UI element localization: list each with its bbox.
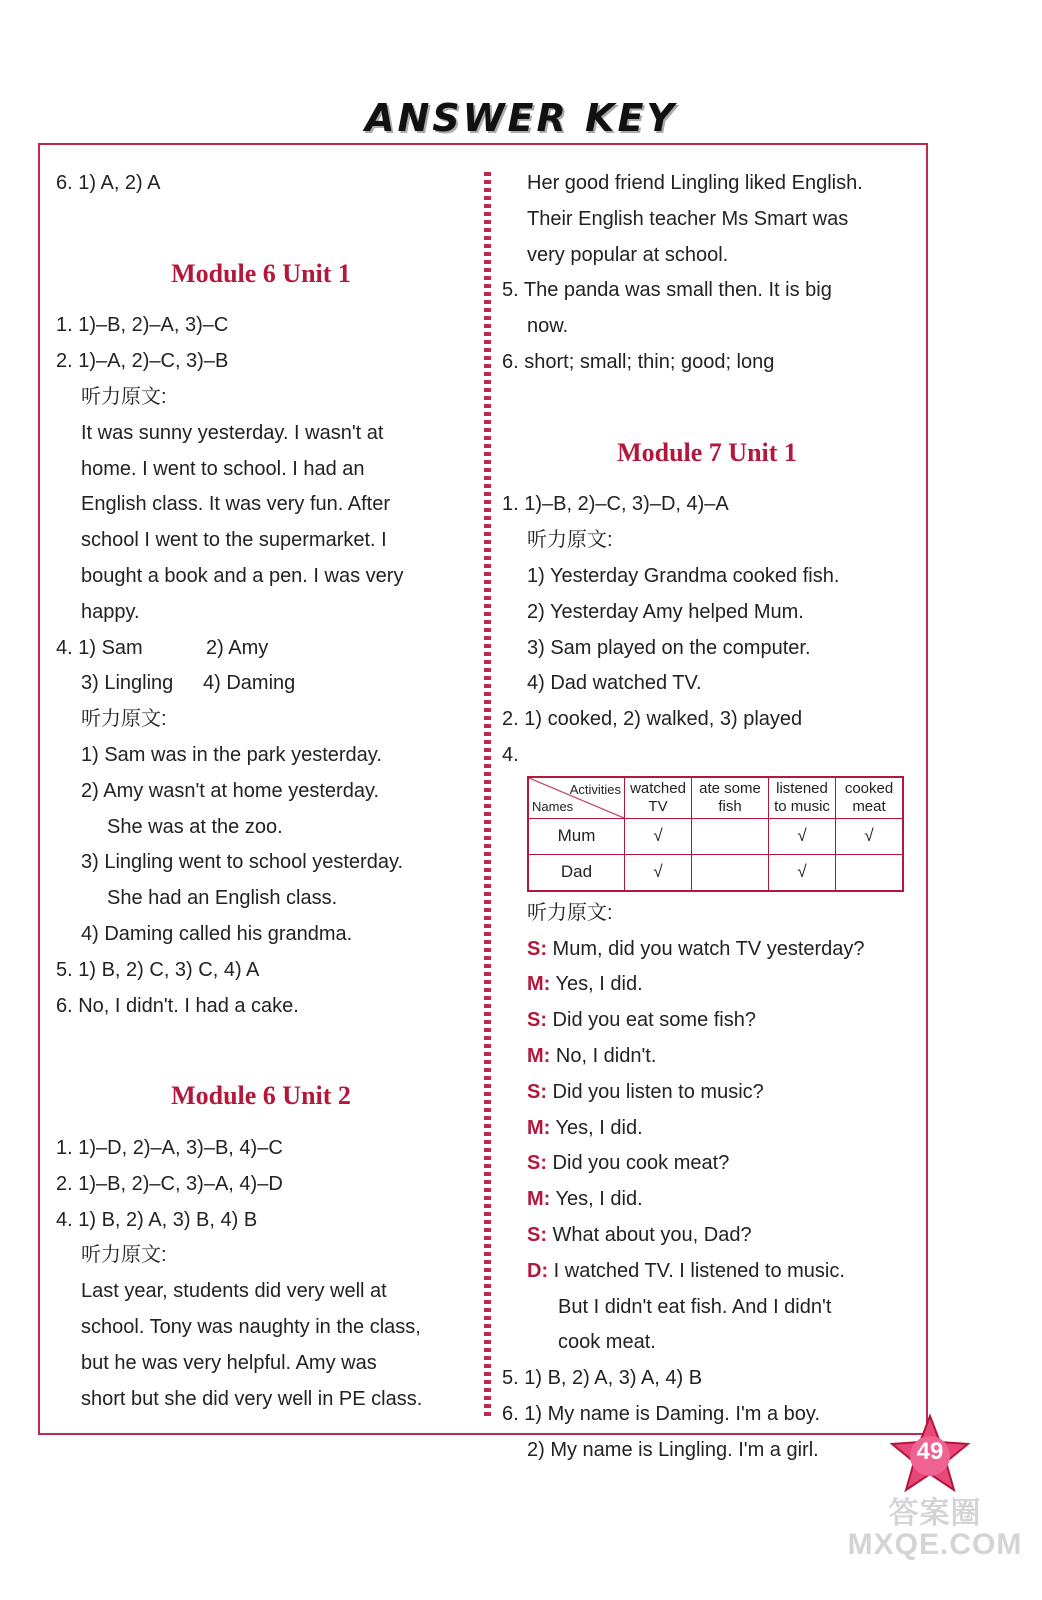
speaker-label: M: xyxy=(527,1116,551,1139)
table-cell xyxy=(692,818,769,854)
answer-line: 6. short; small; thin; good; long xyxy=(502,350,775,373)
dialog-line xyxy=(502,1146,912,1182)
answer-line: Their English teacher Ms Smart was xyxy=(527,207,849,230)
transcript-line: 1) Sam was in the park yesterday. xyxy=(81,743,382,766)
transcript-line: 1) Yesterday Grandma cooked fish. xyxy=(527,564,840,587)
answer-line: 1. 1)–D, 2)–A, 3)–B, 4)–C xyxy=(56,1136,283,1159)
answer-item: 4. 1) Sam xyxy=(56,636,143,659)
transcript-line: 2) Amy wasn't at home yesterday. xyxy=(81,779,380,802)
answer-line: 2. 1) cooked, 2) walked, 3) played xyxy=(502,708,803,731)
right-column xyxy=(502,166,912,1469)
answer-line: 2) My name is Lingling. I'm a girl. xyxy=(527,1438,819,1461)
column-divider xyxy=(484,172,491,1420)
activities-table xyxy=(527,776,904,892)
table-corner-cell xyxy=(528,777,625,819)
speaker-label: S: xyxy=(527,1080,547,1103)
answer-line: 6. 1) My name is Daming. I'm a boy. xyxy=(502,1402,820,1425)
answer-line xyxy=(56,666,466,702)
table-cell: √ xyxy=(625,818,692,854)
transcript-line: It was sunny yesterday. I wasn't at xyxy=(81,421,384,444)
transcript-line: school. Tony was naughty in the class, xyxy=(81,1315,421,1338)
answer-line: 4. 1) B, 2) A, 3) B, 4) B xyxy=(56,1208,258,1231)
table-cell: √ xyxy=(769,818,836,854)
corner-label-names: Names xyxy=(532,798,574,814)
answer-line xyxy=(56,631,466,667)
transcript-line: school I went to the supermarket. I xyxy=(81,529,387,552)
dialog-line: But I didn't eat fish. And I didn't xyxy=(558,1295,832,1318)
table-cell xyxy=(836,854,904,891)
speaker-label: S: xyxy=(527,937,547,960)
transcript-line: 3) Lingling went to school yesterday. xyxy=(81,851,404,874)
dialog-line xyxy=(502,1003,912,1039)
answer-line: now. xyxy=(527,315,569,338)
transcript-label: 听力原文: xyxy=(81,1244,167,1267)
table-row xyxy=(528,818,903,854)
dialog-text: Yes, I did. xyxy=(550,1188,643,1211)
transcript-label: 听力原文: xyxy=(81,708,167,731)
transcript-line: She had an English class. xyxy=(107,887,338,910)
speaker-label: M: xyxy=(527,973,551,996)
table-cell xyxy=(692,854,769,891)
dialog-text: Did you listen to music? xyxy=(547,1080,764,1103)
transcript-line: but he was very helpful. Amy was xyxy=(81,1351,377,1374)
answer-item: 4) Daming xyxy=(203,672,296,695)
table-cell: √ xyxy=(625,854,692,891)
dialog-line xyxy=(502,1075,912,1111)
transcript-line: home. I went to school. I had an xyxy=(81,457,365,480)
speaker-label: S: xyxy=(527,1223,547,1246)
left-column xyxy=(56,166,466,1417)
transcript-line: happy. xyxy=(81,600,140,623)
dialog-text: Yes, I did. xyxy=(550,1116,643,1139)
page-header-title: ANSWER KEY xyxy=(365,96,677,140)
answer-line: 6. 1) A, 2) A xyxy=(56,172,161,194)
table-header: listened to music xyxy=(769,777,836,819)
dialog-line: cook meat. xyxy=(558,1331,656,1354)
table-header: ate some fish xyxy=(692,777,769,819)
watermark-url: MXQE.COM xyxy=(847,1528,1023,1561)
speaker-label: S: xyxy=(527,1009,547,1032)
transcript-line: 3) Sam played on the computer. xyxy=(527,636,811,659)
answer-line: 1. 1)–B, 2)–C, 3)–D, 4)–A xyxy=(502,493,729,516)
answer-line: very popular at school. xyxy=(527,243,729,266)
transcript-line: short but she did very well in PE class. xyxy=(81,1387,423,1410)
transcript-line: Last year, students did very well at xyxy=(81,1280,387,1303)
dialog-line xyxy=(502,1182,912,1218)
dialog-text: I watched TV. I listened to music. xyxy=(548,1259,845,1282)
speaker-label: M: xyxy=(527,1044,551,1067)
module-title: Module 6 Unit 1 xyxy=(171,258,351,288)
dialog-line xyxy=(502,932,912,968)
transcript-line: She was at the zoo. xyxy=(107,815,283,838)
dialog-line xyxy=(502,1218,912,1254)
transcript-line: 4) Dad watched TV. xyxy=(527,672,702,695)
answer-item: 2) Amy xyxy=(206,636,269,659)
answer-line: 5. 1) B, 2) C, 3) C, 4) A xyxy=(56,958,260,981)
transcript-label: 听力原文: xyxy=(81,385,167,408)
dialog-line xyxy=(502,967,912,1003)
speaker-label: S: xyxy=(527,1152,547,1175)
transcript-line: English class. It was very fun. After xyxy=(81,493,391,516)
dialog-text: No, I didn't. xyxy=(550,1044,657,1067)
speaker-label: M: xyxy=(527,1188,551,1211)
dialog-text: Did you eat some fish? xyxy=(547,1009,756,1032)
transcript-label: 听力原文: xyxy=(527,901,613,924)
dialog-text: Mum, did you watch TV yesterday? xyxy=(547,937,865,960)
table-header: cooked meat xyxy=(836,777,904,819)
answer-line: Her good friend Lingling liked English. xyxy=(527,172,863,194)
table-cell: √ xyxy=(769,854,836,891)
answer-line: 2. 1)–A, 2)–C, 3)–B xyxy=(56,350,229,373)
transcript-line: 4) Daming called his grandma. xyxy=(81,922,353,945)
page-number: 49 xyxy=(916,1438,944,1465)
watermark-logo: 答案圈 xyxy=(888,1497,982,1530)
transcript-label: 听力原文: xyxy=(527,529,613,552)
table-header: watched TV xyxy=(625,777,692,819)
speaker-label: D: xyxy=(527,1259,549,1282)
answer-line: 2. 1)–B, 2)–C, 3)–A, 4)–D xyxy=(56,1172,283,1195)
transcript-line: bought a book and a pen. I was very xyxy=(81,564,404,587)
transcript-line: 2) Yesterday Amy helped Mum. xyxy=(527,600,804,623)
table-cell: √ xyxy=(836,818,904,854)
dialog-text: Did you cook meat? xyxy=(547,1152,730,1175)
dialog-line xyxy=(502,1111,912,1147)
dialog-line xyxy=(502,1254,912,1290)
answer-line: 5. The panda was small then. It is big xyxy=(502,279,832,302)
table-row xyxy=(528,854,903,891)
answer-item: 3) Lingling xyxy=(81,672,174,695)
module-title: Module 7 Unit 1 xyxy=(617,437,797,467)
answer-line: 1. 1)–B, 2)–A, 3)–C xyxy=(56,314,229,337)
answer-line: 4. xyxy=(502,743,519,766)
answer-line: 6. No, I didn't. I had a cake. xyxy=(56,994,299,1017)
answer-line: 5. 1) B, 2) A, 3) A, 4) B xyxy=(502,1367,703,1390)
module-title: Module 6 Unit 2 xyxy=(171,1081,351,1111)
table-cell-name: Mum xyxy=(528,818,625,854)
dialog-text: What about you, Dad? xyxy=(547,1223,752,1246)
dialog-line xyxy=(502,1039,912,1075)
dialog-text: Yes, I did. xyxy=(550,973,643,996)
corner-label-activities: Activities xyxy=(569,781,621,797)
table-cell-name: Dad xyxy=(528,854,625,891)
